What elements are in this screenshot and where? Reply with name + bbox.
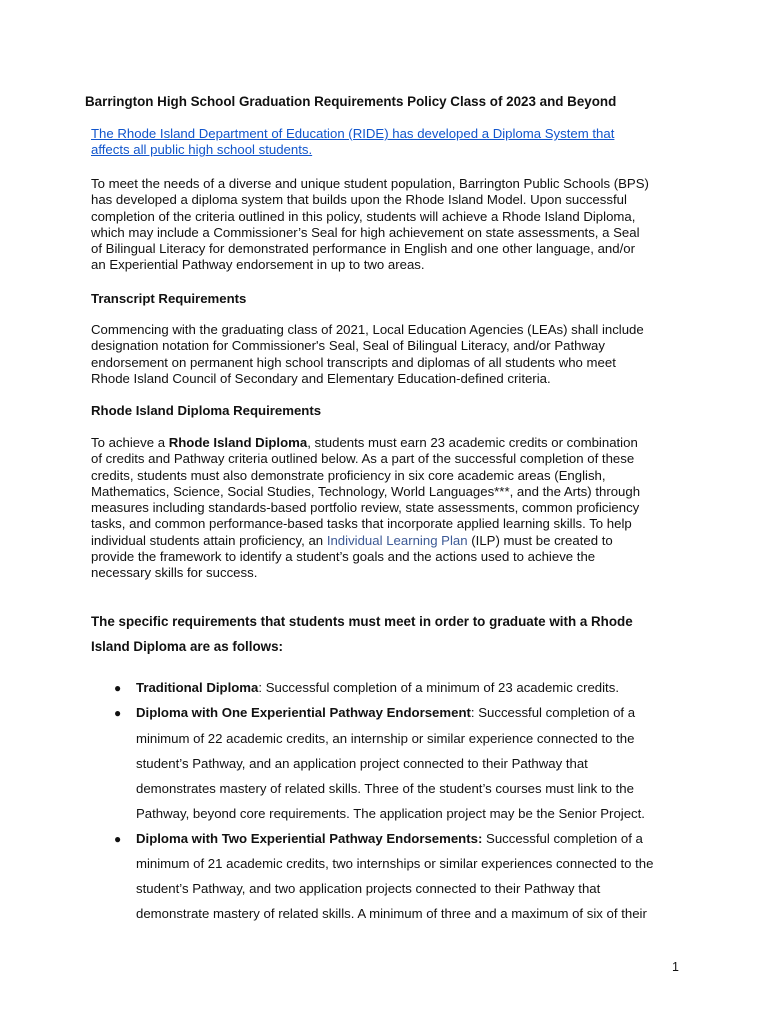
ride-link-paragraph	[91, 126, 691, 159]
ride-link-line-1[interactable]: The Rhode Island Department of Education (RIDE) has developed a Diploma System that	[91, 126, 615, 141]
bullet-line: demonstrates mastery of related skills. Three of the student’s courses must link to the	[136, 781, 634, 796]
diploma-line	[91, 533, 691, 549]
diploma-line: necessary skills for success.	[91, 565, 258, 581]
bullet-line: minimum of 22 academic credits, an internship or similar experience connected to the	[136, 731, 635, 746]
diploma-line: tasks, and common performance-based tasks that incorporate applied learning skills. To help	[91, 516, 632, 532]
diploma-line1-bold: Rhode Island Diploma	[168, 435, 308, 450]
transcript-heading: Transcript Requirements	[91, 291, 247, 306]
diploma-line: of credits and Pathway criteria outlined below. As a part of the successful completion of these	[91, 451, 635, 467]
diploma-heading: Rhode Island Diploma Requirements	[91, 403, 322, 418]
diploma-line1-post: , students must earn 23 academic credits or combination	[307, 435, 638, 450]
bullet-line: Pathway, beyond core requirements. The application project may be the Senior Project.	[136, 806, 645, 821]
ride-link-line-2[interactable]: affects all public high school students.	[91, 142, 313, 158]
diploma-line: Mathematics, Science, Social Studies, Technology, World Languages***, and the Arts) through	[91, 483, 641, 499]
bullet-text: : Successful completion of a minimum of 23 academic credits.	[258, 680, 619, 695]
bullet-dot-icon: ●	[114, 706, 122, 720]
page-title: Barrington High School Graduation Requirements Policy Class of 2023 and Beyond	[85, 94, 617, 109]
intro-paragraph	[91, 176, 691, 274]
intro-line: an Experiential Pathway endorsement in up to two areas.	[91, 257, 425, 273]
transcript-line: endorsement on permanent high school transcripts and diplomas of all students who meet	[91, 354, 616, 370]
bullet-text: Successful completion of a	[482, 831, 643, 846]
intro-line: To meet the needs of a diverse and unique student population, Barrington Public Schools (BPS)	[91, 176, 649, 191]
page-number: 1	[672, 960, 679, 974]
transcript-line: Commencing with the graduating class of 2021, Local Education Agencies (LEAs) shall include	[91, 322, 644, 337]
ilp-pre: individual students attain proficiency, an	[91, 532, 327, 548]
ilp-post: (ILP) must be created to	[467, 532, 613, 548]
transcript-line: Rhode Island Council of Secondary and Elementary Education-defined criteria.	[91, 370, 551, 386]
transcript-paragraph	[91, 322, 691, 387]
bullet-line: student’s Pathway, and two application projects connected to their Pathway that	[136, 881, 601, 896]
intro-line: completion of the criteria outlined in this policy, students will achieve a Rhode Island Diploma,	[91, 208, 636, 224]
bullet-two-pathways	[136, 831, 643, 846]
bullet-text: : Successful completion of a	[470, 705, 636, 720]
diploma-line	[91, 435, 691, 451]
diploma-line1-pre: To achieve a	[91, 435, 169, 450]
intro-line: which may include a Commissioner’s Seal for high achievement on state assessments, a Seal	[91, 224, 640, 240]
bullet-dot-icon: ●	[114, 681, 122, 695]
diploma-line: measures including standards-based portfolio review, state assessments, common proficiency	[91, 500, 640, 516]
bullet-bold: Diploma with Two Experiential Pathway Endorsements:	[136, 831, 483, 846]
bullet-line: minimum of 21 academic credits, two internships or similar experiences connected to the	[136, 856, 654, 871]
requirements-intro-line-2: Island Diploma are as follows:	[91, 639, 283, 654]
requirements-intro-line-1: The specific requirements that students must meet in order to graduate with a Rhode	[91, 614, 633, 629]
bullet-bold: Traditional Diploma	[136, 680, 259, 695]
bullet-traditional-diploma	[136, 680, 619, 695]
bullet-bold: Diploma with One Experiential Pathway Endorsement	[136, 705, 471, 720]
bullet-line: student’s Pathway, and an application project connected to their Pathway that	[136, 756, 588, 771]
intro-line: has developed a diploma system that builds upon the Rhode Island Model. Upon successful	[91, 192, 627, 208]
ilp-link[interactable]: Individual Learning Plan	[326, 532, 468, 548]
transcript-line: designation notation for Commissioner's Seal, Seal of Bilingual Literacy, and/or Pathway	[91, 338, 605, 354]
intro-line: of Bilingual Literacy for demonstrated performance in English and one other language, and/or	[91, 241, 635, 257]
diploma-line: provide the framework to identify a student’s goals and the actions used to achieve the	[91, 549, 596, 565]
bullet-line: demonstrate mastery of related skills. A minimum of three and a maximum of six of their	[136, 906, 647, 921]
bullet-dot-icon: ●	[114, 832, 122, 846]
diploma-paragraph	[91, 435, 691, 582]
diploma-line: credits, students must also demonstrate proficiency in six core academic areas (English,	[91, 467, 606, 483]
bullet-one-pathway	[136, 705, 635, 720]
